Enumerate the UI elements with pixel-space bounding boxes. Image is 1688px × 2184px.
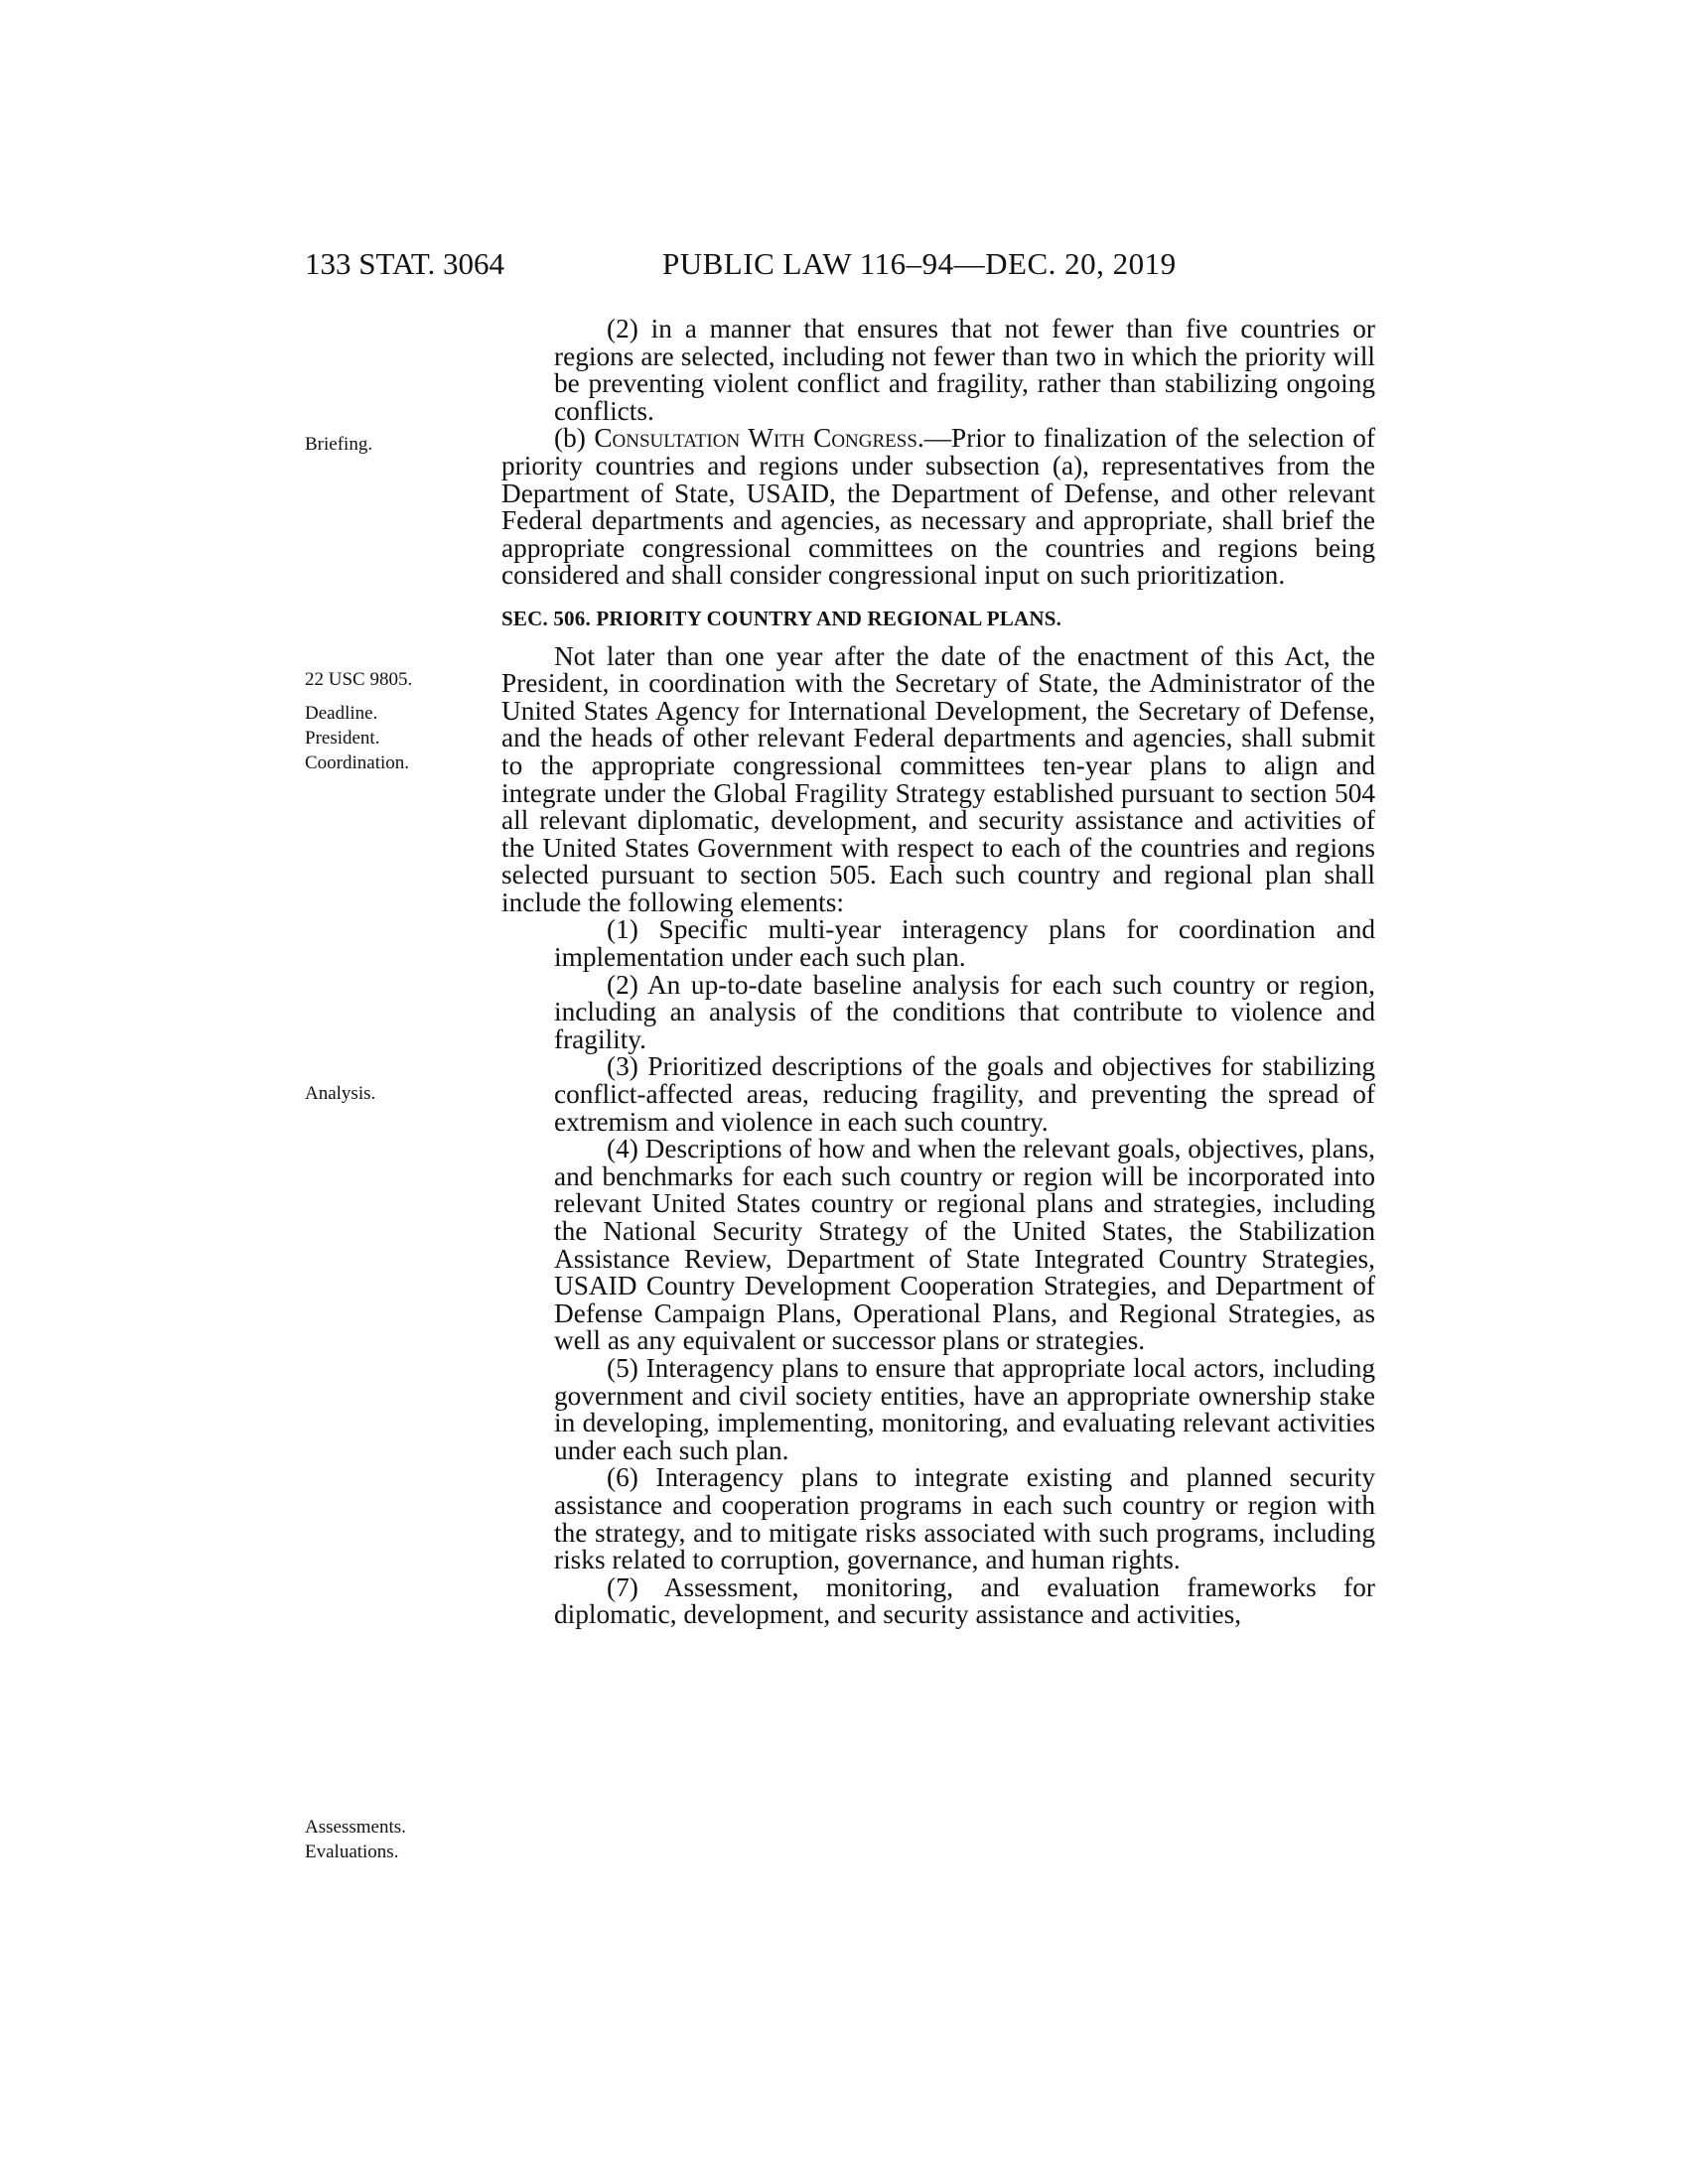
- margin-note-president: President.: [305, 728, 380, 749]
- margin-note-assessments: Assessments.: [305, 1817, 406, 1838]
- margin-note-briefing: Briefing.: [305, 434, 373, 455]
- list-item: (3) Prioritized descriptions of the goals and objectives for stabilizing conflict-affected areas, reducing fragility, and preventing the spread of extremism and violence in each such country.: [554, 1051, 1375, 1137]
- margin-note-deadline: Deadline.: [305, 703, 378, 724]
- list-item: (5) Interagency plans to ensure that appropriate local actors, including government and civil society entities, have an appropriate ownership stake in developing, implementing, monitoring, and evaluating relevant activities under each such plan.: [554, 1352, 1375, 1465]
- list-item: (7) Assessment, monitoring, and evaluation frameworks for diplomatic, development, and security assistance and activities,: [554, 1571, 1375, 1630]
- statute-body: [501, 316, 1375, 1629]
- stat-page-number: 133 STAT. 3064: [305, 246, 505, 281]
- list-item: (6) Interagency plans to integrate existing and planned security assistance and cooperation programs in each such country or region with the strategy, and to mitigate risks associated with such programs, including risks related to corruption, governance, and human rights.: [554, 1462, 1375, 1575]
- subsection-b-label: (b): [554, 423, 595, 454]
- public-law-title: PUBLIC LAW 116–94—DEC. 20, 2019: [662, 246, 1177, 281]
- list-item: (1) Specific multi-year interagency plans for coordination and implementation under each such plan.: [554, 914, 1375, 973]
- section-506-intro: Not later than one year after the date of the enactment of this Act, the President, in coordination with the Secretary of State, the Administrator of the United States Agency for International Development, the Secretary of Defense, and the heads of other relevant Federal departments and agencies, shall submit to the appropriate congressional committees ten-year plans to align and integrate under the Global Fragility Strategy established pursuant to section 504 all relevant diplomatic, development, and security assistance and activities of the United States Government with respect to each of the countries and regions selected pursuant to section 505. Each such country and regional plan shall include the following elements:: [501, 640, 1375, 917]
- margin-note-evaluations: Evaluations.: [305, 1842, 399, 1862]
- page-header: [0, 246, 1688, 286]
- subsection-b: [501, 425, 1375, 590]
- subsection-b-heading: Consultation With Congress: [594, 423, 917, 454]
- list-item: (2) An up-to-date baseline analysis for each such country or region, including an analysis of the conditions that contribute to violence and fragility.: [554, 969, 1375, 1054]
- subsection-b-text: .—Prior to finalization of the selection of priority countries and regions under subsection (a), representatives from the Department of State, USAID, the Department of Defense, and other relevant Federal departments and agencies, as necessary and appropriate, shall brief the appropriate congressional committees on the countries and regions being considered and shall consider congressional input on such prioritization.: [501, 423, 1375, 591]
- margin-note-usc: 22 USC 9805.: [305, 669, 413, 690]
- margin-note-analysis: Analysis.: [305, 1083, 376, 1104]
- margin-note-coordination: Coordination.: [305, 752, 410, 773]
- section-506-heading: SEC. 506. PRIORITY COUNTRY AND REGIONAL PLANS.: [501, 606, 1062, 630]
- paragraph-2-tail: (2) in a manner that ensures that not fewer than five countries or regions are selected, including not fewer than two in which the priority will be preventing violent conflict and fragility, rather than stabilizing ongoing conflicts.: [554, 314, 1375, 426]
- list-item: (4) Descriptions of how and when the relevant goals, objectives, plans, and benchmarks for each such country or region will be incorporated into relevant United States country or regional plans and strategies, including the National Security Strategy of the United States, the Stabilization Assistance Review, Department of State Integrated Country Strategies, USAID Country Development Cooperation Strategies, and Department of Defense Campaign Plans, Operational Plans, and Regional Strategies, as well as any equivalent or successor plans or strategies.: [554, 1134, 1375, 1356]
